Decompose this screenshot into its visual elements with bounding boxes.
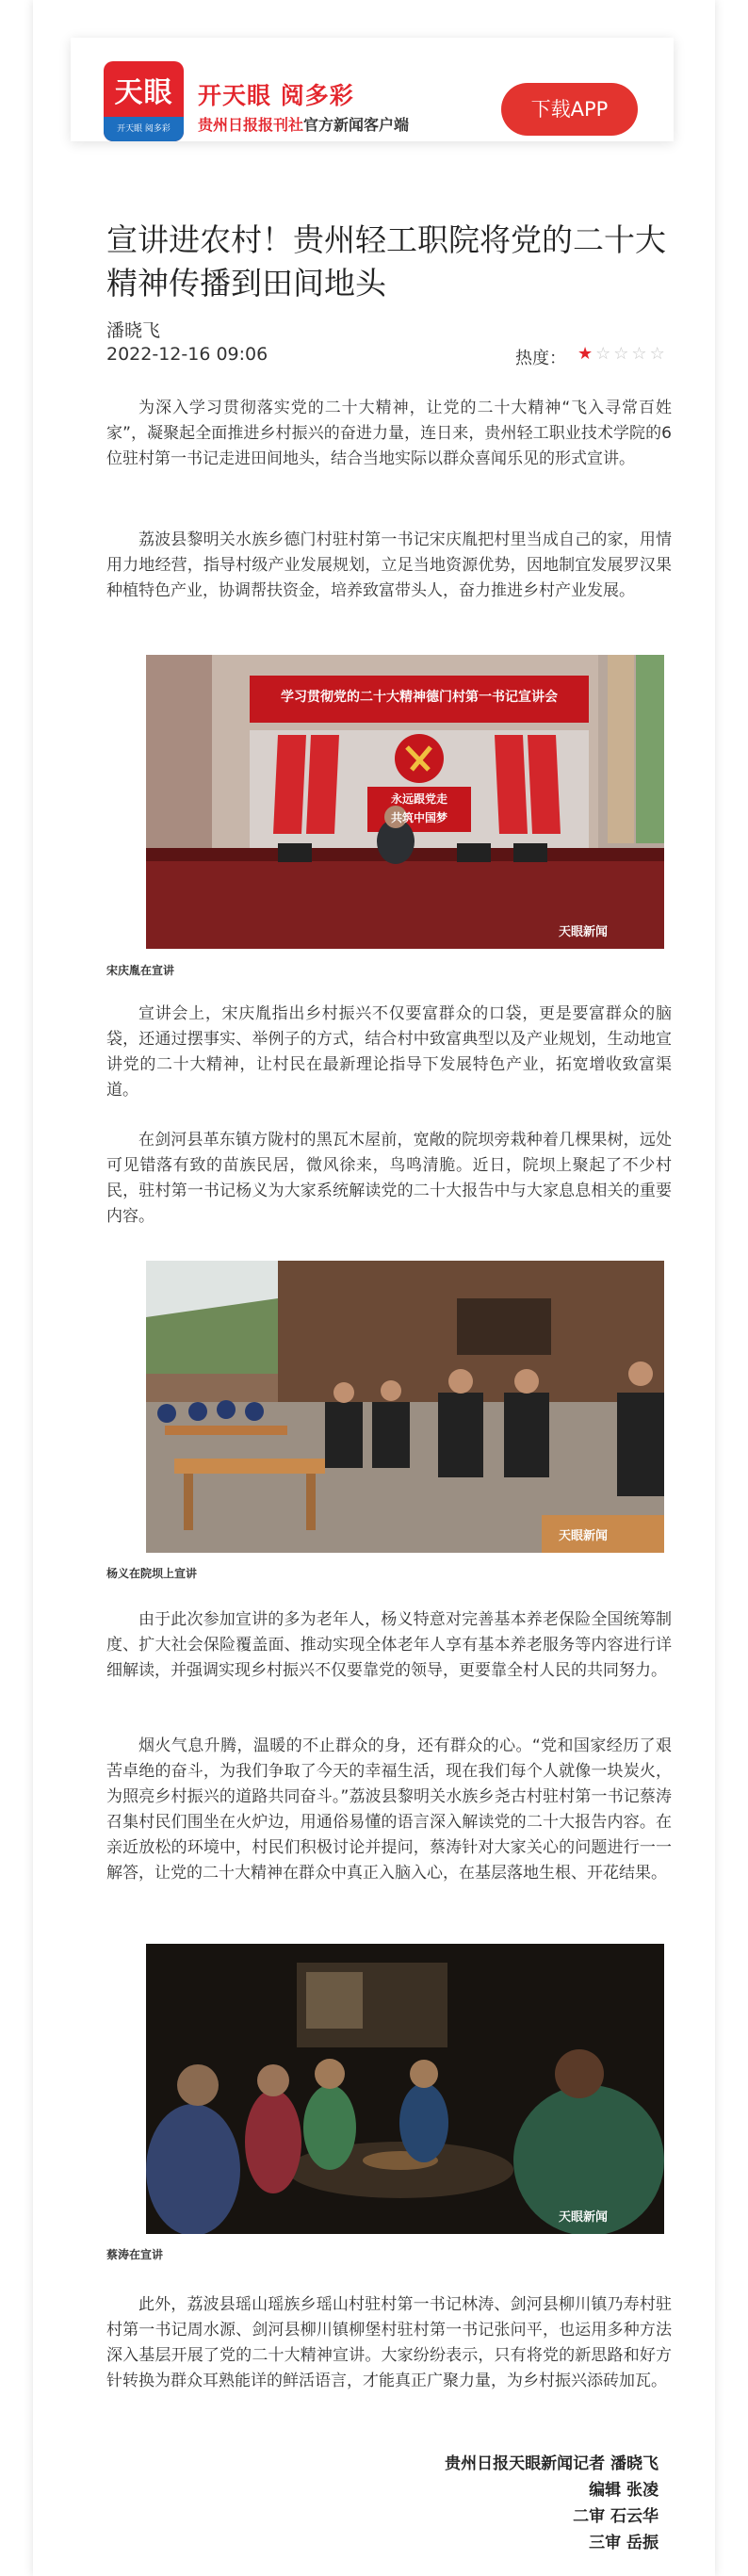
star-icon: ☆ xyxy=(649,344,668,364)
download-app-button[interactable]: 下载APP xyxy=(501,83,638,136)
reporter-credit: 贵州日报天眼新闻记者 潘晓飞 xyxy=(445,2454,659,2473)
image-caption: 蔡涛在宣讲 xyxy=(106,2248,164,2261)
paragraph: 此外，荔波县瑶山瑶族乡瑶山村驻村第一书记林涛、剑河县柳川镇乃寿村驻村第一书记周水源、剑河县柳川镇柳堡村驻村第一书记张问平，也运用多种方法深入基层开展了党的二十大精神宣讲。大家纷纷表示，只有将党的新思路和好方针转换为群众耳熟能详的鲜活语言，才能真正广聚力量，为乡村振兴添砖加瓦。 xyxy=(106,2295,672,2390)
slogan-text: 永远跟党走 xyxy=(390,792,447,806)
star-icon: ★ xyxy=(577,344,596,364)
meeting-banner-text: 学习贯彻党的二十大精神德门村第一书记宣讲会 xyxy=(281,690,558,705)
star-icon: ☆ xyxy=(613,344,632,364)
tianyan-logo xyxy=(104,61,184,141)
photo-fireside-meeting xyxy=(146,1944,664,2234)
paragraph: 在剑河县革东镇方陇村的黑瓦木屋前，宽敞的院坝旁栽种着几棵果树，远处可见错落有致的苗族民居，微风徐来，鸟鸣清脆。近日，院坝上聚起了不少村民，驻村第一书记杨义为大家系统解读党的二十大报告中与大家息息相关的重要内容。 xyxy=(106,1131,672,1226)
star-icon: ☆ xyxy=(631,344,650,364)
article-page xyxy=(33,0,715,2576)
watermark: 天眼新闻 xyxy=(558,1529,608,1543)
article-author: 潘晓飞 xyxy=(106,320,161,341)
hot-rating xyxy=(577,344,668,364)
second-review-credit: 二审 石云华 xyxy=(573,2507,659,2526)
logo-text: 天眼 xyxy=(114,76,173,109)
brand-slogan: 开天眼 阅多彩 xyxy=(198,82,354,109)
paragraph: 由于此次参加宣讲的多为老年人，杨义特意对完善基本养老保险全国统筹制度、扩大社会保险覆盖面、推动实现全体老年人享有基本养老服务等内容进行详细解读，并强调实现乡村振兴不仅要靠党的领导，更要靠全村人民的共同努力。 xyxy=(106,1610,672,1680)
watermark: 天眼新闻 xyxy=(558,2210,608,2225)
image-caption: 宋庆胤在宣讲 xyxy=(106,964,175,977)
article-date: 2022-12-16 09:06 xyxy=(106,344,268,365)
brand-description xyxy=(198,113,409,135)
slogan-text: 共筑中国梦 xyxy=(390,811,447,824)
image-caption: 杨义在院坝上宣讲 xyxy=(106,1567,198,1580)
paragraph: 宣讲会上，宋庆胤指出乡村振兴不仅要富群众的口袋，更是要富群众的脑袋，还通过摆事实、举例子的方式，结合村中致富典型以及产业规划，生动地宣讲党的二十大精神，让村民在最新理论指导下发展特色产业，拓宽增收致富渠道。 xyxy=(106,1004,672,1100)
editor-credit: 编辑 张凌 xyxy=(589,2481,659,2500)
third-review-credit: 三审 岳振 xyxy=(589,2534,659,2552)
photo-illustration xyxy=(146,1261,664,1553)
paragraph: 荔波县黎明关水族乡德门村驻村第一书记宋庆胤把村里当成自己的家，用情用力地经营，指导村级产业发展规划，立足当地资源优势，因地制宜发展罗汉果种植特色产业，协调帮扶资金，培养致富带头人，奋力推进乡村产业发展。 xyxy=(106,530,672,600)
photo-illustration xyxy=(146,1944,664,2234)
hot-label: 热度： xyxy=(515,349,566,368)
article-title: 宣讲进农村！贵州轻工职院将党的二十大精神传播到田间地头 xyxy=(106,221,666,302)
watermark: 天眼新闻 xyxy=(558,925,608,939)
brand-org: 贵州日报报刊社 xyxy=(198,116,304,134)
star-icon: ☆ xyxy=(595,344,614,364)
photo-propaganda-meeting xyxy=(146,655,664,949)
app-download-banner xyxy=(71,38,674,141)
paragraph: 为深入学习贯彻落实党的二十大精神，让党的二十大精神“飞入寻常百姓家”，凝聚起全面推进乡村振兴的奋进力量，连日来，贵州轻工职业技术学院的6位驻村第一书记走进田间地头，结合当地实际以群众喜闻乐见的形式宣讲。 xyxy=(106,399,672,468)
logo-subtext: 开天眼 阅多彩 xyxy=(104,117,184,141)
paragraph: 烟火气息升腾，温暖的不止群众的身，还有群众的心。“党和国家经历了艰苦卓绝的奋斗，为我们争取了今天的幸福生活，现在我们每个人就像一块炭火，为照亮乡村振兴的道路共同奋斗。”荔波县黎明关水族乡尧古村驻村第一书记蔡涛召集村民们围坐在火炉边，用通俗易懂的语言深入解读党的二十大报告内容。在亲近放松的环境中，村民们积极讨论并提问，蔡涛针对大家关心的问题进行一一解答，让党的二十大精神在群众中真正入脑入心，在基层落地生根、开花结果。 xyxy=(106,1736,672,1883)
photo-courtyard-meeting xyxy=(146,1261,664,1553)
brand-desc: 官方新闻客户端 xyxy=(303,116,410,134)
